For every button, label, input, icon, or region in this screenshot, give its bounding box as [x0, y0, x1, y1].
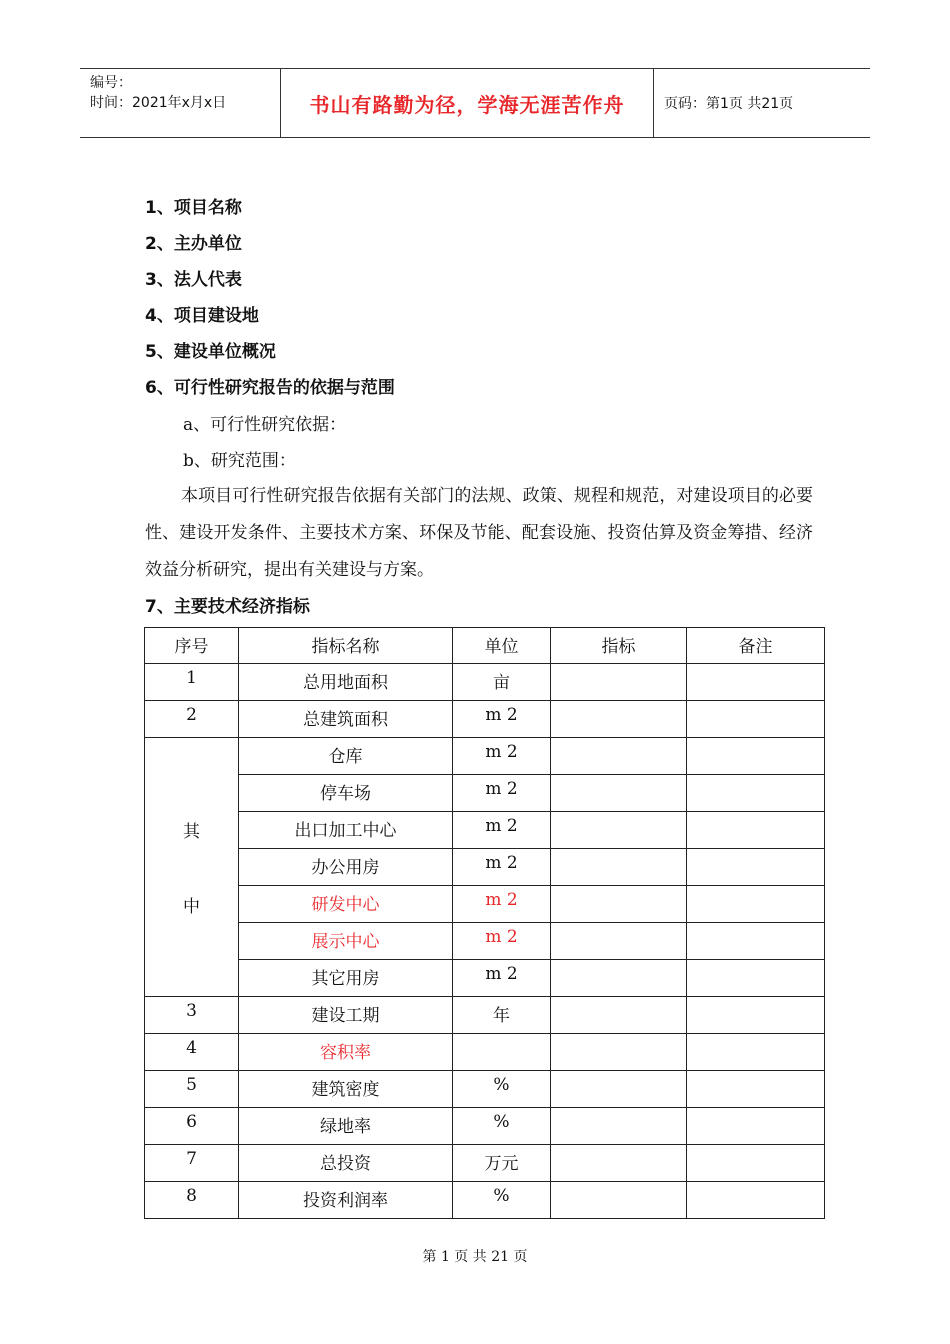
- table-row: [145, 664, 825, 701]
- metric-unit-cell: m 2: [453, 812, 551, 849]
- metric-note-cell: [687, 1034, 825, 1071]
- header-cell-unit: 单位: [453, 628, 551, 664]
- metric-unit-cell: %: [453, 1071, 551, 1108]
- metric-value-cell: [551, 812, 687, 849]
- metric-name-cell: 建筑密度: [239, 1071, 453, 1108]
- metric-unit-cell: m 2: [453, 886, 551, 923]
- subitem-basis: a、可行性研究依据：: [183, 415, 347, 435]
- metric-value-cell: [551, 886, 687, 923]
- metric-note-cell: [687, 1145, 825, 1182]
- row-number-cell: 2: [145, 701, 239, 738]
- section-heading-1: 1、项目名称: [145, 198, 242, 218]
- row-number-cell: 7: [145, 1145, 239, 1182]
- metric-value-cell: [551, 664, 687, 701]
- row-number-cell: 6: [145, 1108, 239, 1145]
- header-motto: 书山有路勤为径，学海无涯苦作舟: [281, 69, 654, 137]
- table-row: [145, 886, 825, 923]
- section-heading-3: 3、法人代表: [145, 270, 242, 290]
- metric-name-cell: 办公用房: [239, 849, 453, 886]
- metric-unit-cell: %: [453, 1108, 551, 1145]
- table-row: [145, 701, 825, 738]
- section-heading-7: 7、主要技术经济指标: [145, 597, 310, 617]
- metric-note-cell: [687, 775, 825, 812]
- table-row: [145, 775, 825, 812]
- table-row: [145, 1071, 825, 1108]
- section-heading-5: 5、建设单位概况: [145, 342, 276, 362]
- header-cell-value: 指标: [551, 628, 687, 664]
- merged-label-top: 其: [183, 822, 200, 842]
- metric-name-cell: 停车场: [239, 775, 453, 812]
- metric-note-cell: [687, 1182, 825, 1219]
- metric-note-cell: [687, 886, 825, 923]
- metric-name-cell: 展示中心: [239, 923, 453, 960]
- metric-name-cell: 总投资: [239, 1145, 453, 1182]
- subitem-scope: b、研究范围：: [183, 451, 296, 471]
- row-number-cell: 5: [145, 1071, 239, 1108]
- document-number-label: 编号：: [90, 75, 132, 91]
- metric-name-cell: 仓库: [239, 738, 453, 775]
- table-row: [145, 812, 825, 849]
- metric-value-cell: [551, 775, 687, 812]
- metric-value-cell: [551, 960, 687, 997]
- metric-value-cell: [551, 738, 687, 775]
- metric-value-cell: [551, 997, 687, 1034]
- metric-name-cell: 总建筑面积: [239, 701, 453, 738]
- section-heading-4: 4、项目建设地: [145, 306, 259, 326]
- merged-label-bottom: 中: [183, 897, 200, 917]
- header-page-info: 页码：第1页 共21页: [664, 96, 794, 112]
- header-meta: [80, 69, 281, 137]
- metric-unit-cell: %: [453, 1182, 551, 1219]
- metric-note-cell: [687, 812, 825, 849]
- header-cell-name: 指标名称: [239, 628, 453, 664]
- metric-name-cell: 研发中心: [239, 886, 453, 923]
- row-number-cell: 3: [145, 997, 239, 1034]
- metric-unit-cell: 年: [453, 997, 551, 1034]
- section-heading-6: 6、可行性研究报告的依据与范围: [145, 378, 395, 398]
- metric-note-cell: [687, 849, 825, 886]
- row-number-cell: 8: [145, 1182, 239, 1219]
- table-row: [145, 1034, 825, 1071]
- metric-note-cell: [687, 1071, 825, 1108]
- metric-value-cell: [551, 923, 687, 960]
- metric-unit-cell: 亩: [453, 664, 551, 701]
- metric-name-cell: 出口加工中心: [239, 812, 453, 849]
- document-time-label: 时间：2021年x月x日: [90, 95, 227, 111]
- metric-unit-cell: 万元: [453, 1145, 551, 1182]
- metric-note-cell: [687, 1108, 825, 1145]
- table-row: [145, 738, 825, 775]
- metric-name-cell: 其它用房: [239, 960, 453, 997]
- section-heading-2: 2、主办单位: [145, 234, 242, 254]
- table-header-row: [145, 628, 825, 664]
- metrics-table: [144, 627, 825, 1219]
- header-cell-no: 序号: [145, 628, 239, 664]
- row-number-cell: 4: [145, 1034, 239, 1071]
- metric-note-cell: [687, 923, 825, 960]
- metric-name-cell: 绿地率: [239, 1108, 453, 1145]
- metric-name-cell: 投资利润率: [239, 1182, 453, 1219]
- metric-note-cell: [687, 664, 825, 701]
- table-row: [145, 1145, 825, 1182]
- metric-unit-cell: m 2: [453, 701, 551, 738]
- table-row: [145, 997, 825, 1034]
- row-number-cell: 1: [145, 664, 239, 701]
- page-header: [80, 68, 870, 138]
- table-row: [145, 1108, 825, 1145]
- metric-note-cell: [687, 960, 825, 997]
- metric-value-cell: [551, 1182, 687, 1219]
- metric-name-cell: 建设工期: [239, 997, 453, 1034]
- metric-note-cell: [687, 997, 825, 1034]
- metric-unit-cell: m 2: [453, 849, 551, 886]
- metric-value-cell: [551, 1071, 687, 1108]
- metric-value-cell: [551, 849, 687, 886]
- metric-unit-cell: m 2: [453, 775, 551, 812]
- merged-group-cell: [145, 738, 239, 997]
- metric-name-cell: 总用地面积: [239, 664, 453, 701]
- metric-unit-cell: m 2: [453, 960, 551, 997]
- table-row: [145, 1182, 825, 1219]
- metric-name-cell: 容积率: [239, 1034, 453, 1071]
- scope-paragraph: 本项目可行性研究报告依据有关部门的法规、政策、规程和规范，对建设项目的必要性、建设开发条件、主要技术方案、环保及节能、配套设施、投资估算及资金筹措、经济效益分析研究，提出有关建设与方案。: [145, 486, 813, 580]
- metric-value-cell: [551, 1034, 687, 1071]
- table-row: [145, 923, 825, 960]
- metric-unit-cell: m 2: [453, 738, 551, 775]
- metric-value-cell: [551, 1108, 687, 1145]
- metric-note-cell: [687, 738, 825, 775]
- metric-unit-cell: [453, 1034, 551, 1071]
- page-footer: 第 1 页 共 21 页: [422, 1249, 528, 1265]
- header-cell-note: 备注: [687, 628, 825, 664]
- metric-note-cell: [687, 701, 825, 738]
- metric-value-cell: [551, 1145, 687, 1182]
- table-row: [145, 849, 825, 886]
- table-row: [145, 960, 825, 997]
- metric-unit-cell: m 2: [453, 923, 551, 960]
- metric-value-cell: [551, 701, 687, 738]
